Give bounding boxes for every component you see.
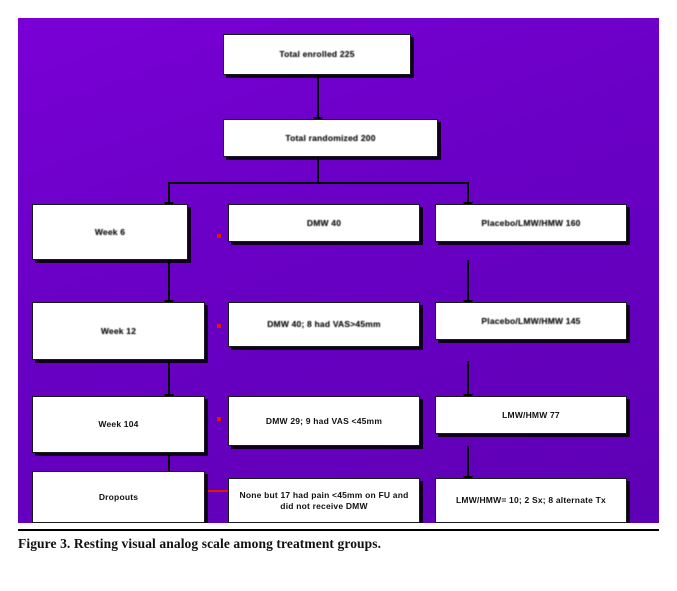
node-week6-left-label: Week 6 [94,226,126,237]
connector-placebo-w12-w104 [467,361,469,396]
red-marker-week6 [217,234,221,238]
node-week12-left-label: Week 12 [100,325,137,336]
figure-panel [18,18,659,523]
node-week12-placebo-label: Placebo/LMW/HMW 145 [481,315,581,326]
node-dropouts-placebo [435,478,627,523]
node-week6-placebo-label: Placebo/LMW/HMW 160 [481,217,581,228]
connector-placebo-w104-dropouts [467,446,469,478]
node-total-enrolled [223,34,411,75]
red-marker-week104 [217,417,221,421]
connector-randomized-stem [317,157,319,183]
caption-divider [18,529,659,531]
node-week104-placebo [435,396,627,434]
node-week6-placebo [435,204,627,242]
node-week104-left [32,396,205,453]
node-total-randomized-label: Total randomized 200 [285,132,376,143]
connector-randomized-split [168,182,468,184]
node-total-enrolled-label: Total enrolled 225 [279,49,355,60]
node-week12-dmw-label: DMW 40; 8 had VAS>45mm [267,319,381,330]
node-week12-placebo [435,302,627,340]
node-dropouts-dmw-label: None but 17 had pain <45mm on FU and did not receive DMW [239,489,409,511]
node-week12-left [32,302,205,360]
connector-dmw-w12-w104 [168,361,170,396]
node-week12-dmw [228,302,420,347]
node-week104-dmw-label: DMW 29; 9 had VAS <45mm [265,415,383,426]
node-dropouts-dmw [228,478,420,523]
connector-enrolled-randomized [317,75,319,119]
node-week6-dmw [228,204,420,242]
connector-randomized-right [467,182,469,204]
node-dropouts-left-label: Dropouts [98,491,139,502]
node-total-randomized [223,119,438,157]
node-dropouts-placebo-label: LMW/HMW= 10; 2 Sx; 8 alternate Tx [456,495,606,506]
red-marker-week12 [217,324,221,328]
node-week104-left-label: Week 104 [98,419,139,430]
figure-caption: Figure 3. Resting visual analog scale among treatment groups. [18,536,382,551]
connector-placebo-w6-w12 [467,260,469,302]
connector-randomized-left [168,182,170,204]
node-week6-dmw-label: DMW 40 [306,217,342,228]
connector-dmw-w6-w12 [168,260,170,302]
node-week104-dmw [228,396,420,446]
node-week6-left [32,204,188,260]
node-dropouts-left [32,471,205,523]
node-week104-placebo-label: LMW/HMW 77 [502,409,560,420]
